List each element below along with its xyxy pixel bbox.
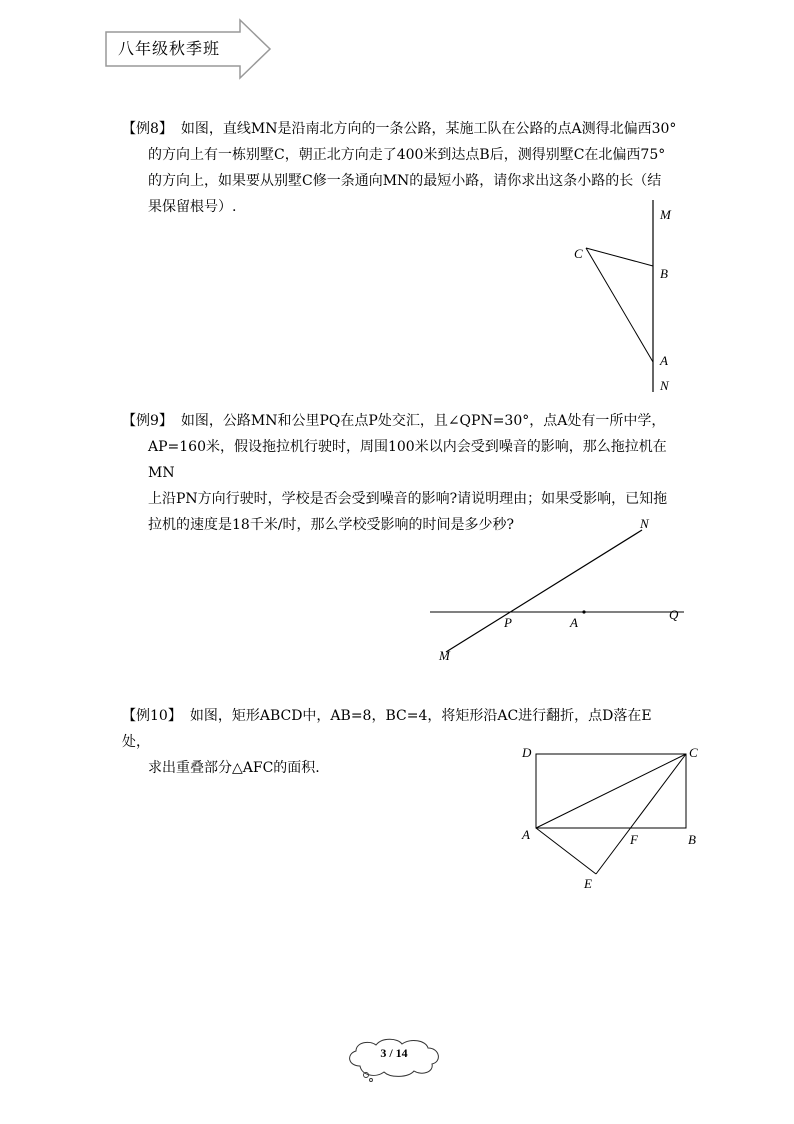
figure-8-label-n: N <box>660 378 669 393</box>
figure-8-label-m: M <box>660 207 671 222</box>
example-9-line3: 上沿PN方向行驶时，学校是否会受到噪音的影响?请说明理由；如果受影响，已知拖 <box>148 491 668 507</box>
example-8-line3: 的方向上，如果要从别墅C修一条通向MN的最短小路，请你求出这条小路的长（结 <box>148 173 662 189</box>
example-9-line1: 如图，公路MN和公里PQ在点P处交汇，且∠QPN=30°，点A处有一所中学， <box>180 413 666 429</box>
figure-9-label-q: Q <box>669 607 679 622</box>
figure-9 <box>426 512 686 668</box>
figure-8 <box>560 200 690 400</box>
example-8-tag: 【例8】 <box>122 121 173 137</box>
figure-10-label-c: C <box>689 745 698 760</box>
figure-8-label-a: A <box>660 353 668 368</box>
figure-8-label-b: B <box>660 266 668 281</box>
figure-9-label-p: P <box>504 615 512 630</box>
example-8-line2: 的方向上有一栋别墅C，朝正北方向走了400米到达点B后，测得别墅C在北偏西75° <box>148 147 666 163</box>
example-9-tag: 【例9】 <box>122 413 173 429</box>
header-label: 八年级秋季班 <box>118 39 221 58</box>
figure-10-label-d: D <box>522 745 532 760</box>
page-number: 3 / 14 <box>380 1046 408 1060</box>
example-8-line1: 如图，直线MN是沿南北方向的一条公路，某施工队在公路的点A测得北偏西30° <box>180 121 677 137</box>
figure-9-label-n: N <box>640 516 649 531</box>
figure-10 <box>516 740 706 890</box>
figure-9-label-m: M <box>439 648 450 663</box>
example-10-tag: 【例10】 <box>122 708 182 724</box>
example-8-line4: 果保留根号）. <box>148 199 237 215</box>
figure-9-label-a: A <box>570 615 578 630</box>
example-9-line4: 拉机的速度是18千米/时，那么学校受影响的时间是多少秒? <box>148 517 515 533</box>
example-10-line2: 求出重叠部分△AFC的面积. <box>148 760 320 776</box>
example-10-line1: 如图，矩形ABCD中，AB=8，BC=4，将矩形沿AC进行翻折，点D落在E处， <box>122 708 652 750</box>
figure-10-label-f: F <box>630 832 638 847</box>
figure-10-label-b: B <box>688 832 696 847</box>
page-footer <box>342 1036 446 1084</box>
example-9-line2: AP=160米，假设拖拉机行驶时，周围100米以内会受到噪音的影响，那么拖拉机在MN <box>148 439 667 481</box>
figure-8-label-c: C <box>574 246 583 261</box>
figure-10-label-a: A <box>522 827 530 842</box>
figure-10-label-e: E <box>584 876 592 890</box>
